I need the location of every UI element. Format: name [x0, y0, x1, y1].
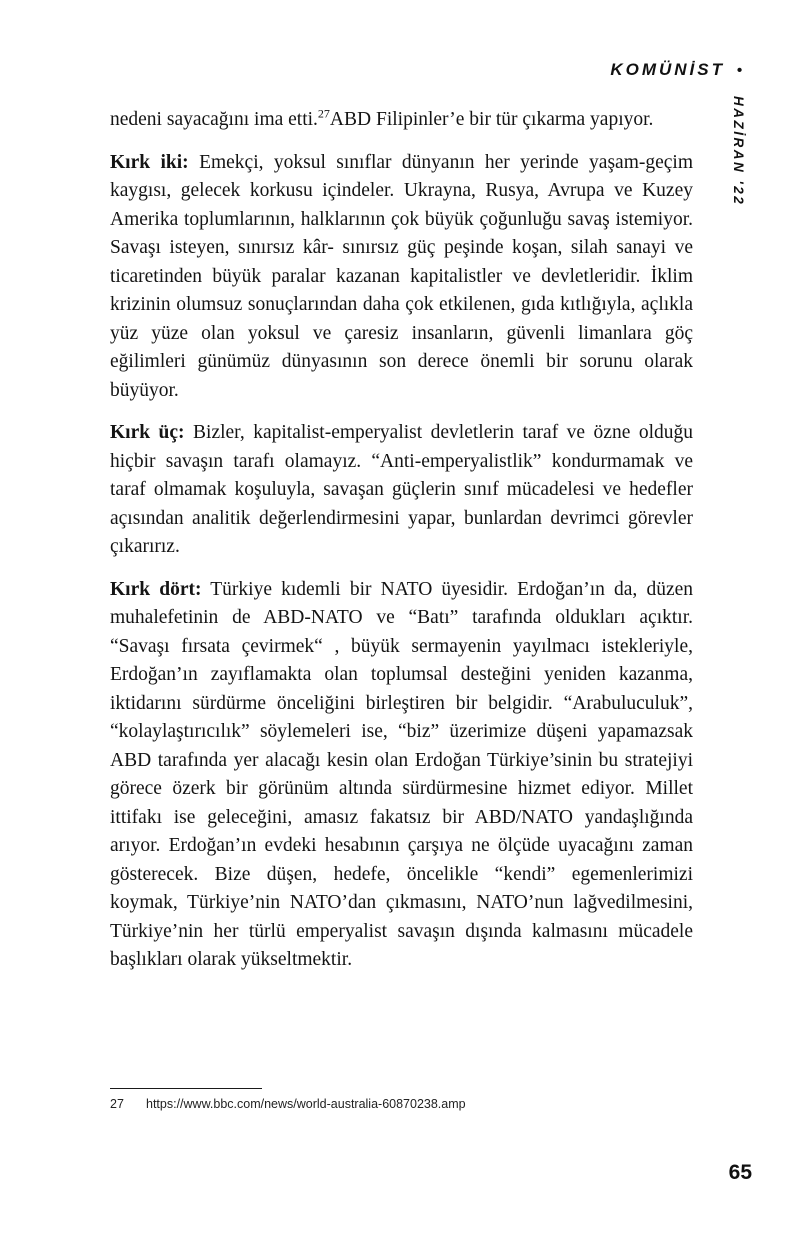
masthead-bullet-icon: • — [736, 62, 742, 79]
footnote-divider — [110, 1088, 262, 1089]
paragraph-intro — [110, 106, 693, 135]
page-number: 65 — [728, 1161, 752, 1184]
journal-title: KOMÜNİST — [610, 60, 725, 79]
footnote-url: https://www.bbc.com/news/world-australia-60870238.amp — [146, 1097, 466, 1111]
footnote-reference: 27 — [317, 106, 330, 121]
paragraph-kirk-iki — [110, 149, 693, 406]
paragraph-lead: Kırk iki: — [110, 151, 189, 173]
footnote-block — [110, 1088, 693, 1112]
paragraph-lead: Kırk dört: — [110, 578, 202, 600]
paragraph-text: Bizler, kapitalist-emperyalist devletlerin taraf ve özne olduğu hiçbir savaşın tarafı olamayız. “Anti-emperyalistlik” kondurmamak ve taraf olmamak koşuluyla, savaşan güçlerin sınıf mücadelesi ve hedefler açısından analitik değerlendirmesini yapar, bunlardan devrimci görevler çıkarırız. — [110, 422, 693, 557]
paragraph-text: Emekçi, yoksul sınıflar dünyanın her yerinde yaşam-geçim kaygısı, gelecek korkusu içindeler. Ukrayna, Rusya, Avrupa ve Kuzey Amerika toplumlarının, halklarının çok büyük çoğunluğu savaş istemiyor. Savaşı isteyen, sınırsız kâr- sınırsız güç peşinde koşan, silah sanayi ve ticaretinden büyük paralar kazanan kapitalistler ve devletleridir. İklim krizinin olumsuz sonuçlarından daha çok etkilenen, gıda kıtlığıyla, açlıkla yüz yüze olan yoksul ve çaresiz insanların, güvenli limanlara göç eğilimleri günümüz dünyasının son derece önemli bir sorunu olarak büyüyor. — [110, 151, 694, 401]
footnote — [110, 1096, 693, 1112]
issue-date-label: HAZİRAN '22 — [731, 96, 746, 207]
paragraph-kirk-dort — [110, 576, 693, 975]
paragraph-text: ABD Filipinler’e bir tür çıkarma yapıyor. — [329, 109, 654, 130]
paragraph-lead: Kırk üç: — [110, 422, 185, 443]
paragraph-kirk-uc — [110, 419, 693, 562]
paragraph-text: Türkiye kıdemli bir NATO üyesidir. Erdoğan’ın da, düzen muhalefetinin de ABD-NATO ve “Batı” tarafında oldukları açıktır. “Savaşı fırsata çevirmek“ , büyük sermayenin yayılmacı istekleriyle, Erdoğan’ın zayıflamakta olan toplumsal desteğini yeniden kazanma, iktidarını sürdürme önceliğini birleştiren bir belgidir. “Arabuluculuk”, “kolaylaştırıcılık” söylemeleri ise, “biz” üzerimize düşeni yapamazsak ABD tarafında yer alacağı kesin olan Erdoğan Türkiye’sinin bu stratejiyi görece özerk bir görünüm altında sürdürmesine hizmet ediyor. Millet ittifakı ise geleceğini, amasız fakatsız bir ABD/NATO yandaşlığında arıyor. Erdoğan’ın evdeki hesabının çarşıya ne ölçüde uyacağını zaman gösterecek. Bize düşen, hedefe, öncelikle “kendi” egemenlerimizi koymak, Türkiye’nin NATO’dan çıkmasını, NATO’nun lağvedilmesini, Türkiye’nin her türlü emperyalist savaşın dışında kalmasını mücadele başlıkları olarak yükseltmektir. — [110, 578, 694, 970]
paragraph-text: nedeni sayacağını ima etti. — [110, 109, 318, 130]
article-body — [110, 106, 693, 989]
footnote-number: 27 — [110, 1097, 124, 1111]
journal-masthead — [610, 60, 742, 80]
